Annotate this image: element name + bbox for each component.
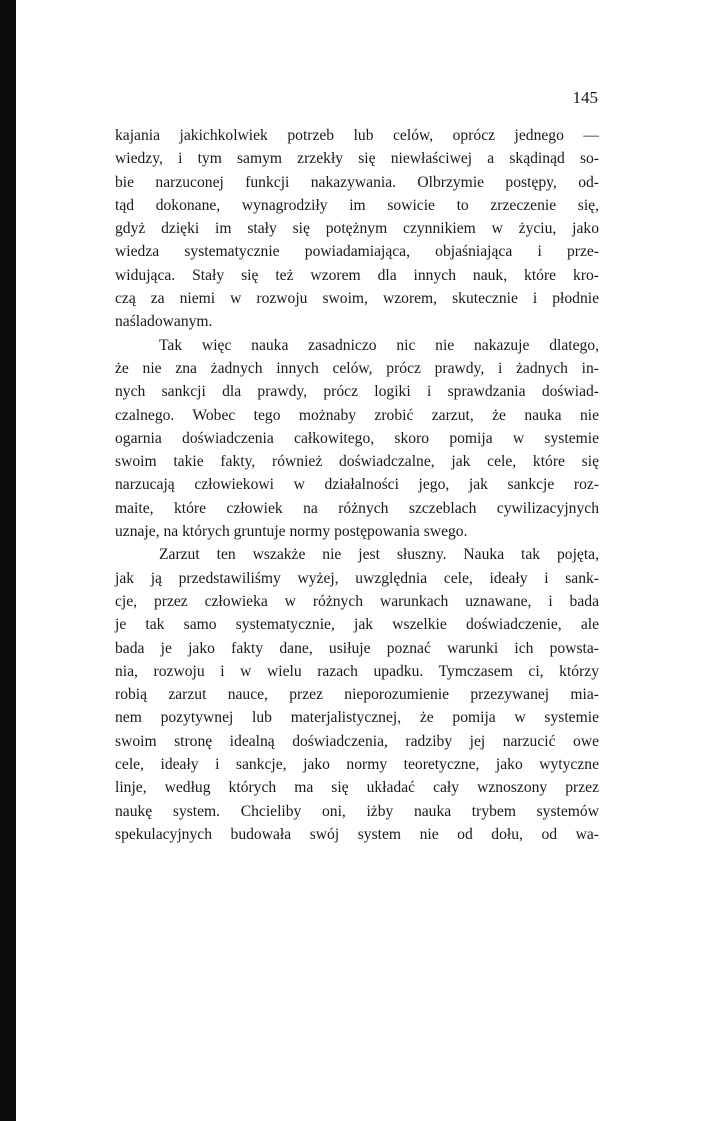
text-line: swoim stronę idealną doświadczenia, radziby jej narzucić owe [115, 732, 599, 750]
text-line: nych sankcji dla prawdy, prócz logiki i sprawdzania doświad- [115, 383, 599, 401]
text-line: nem pozytywnej lub materjalistycznej, że pomija w systemie [115, 709, 599, 727]
text-line: ogarnia doświadczenia całkowitego, skoro pomija w systemie [115, 429, 599, 447]
text-line: tąd dokonane, wynagrodziły im sowicie to zrzeczenie się, [115, 196, 599, 214]
text-line: maite, które człowiek na różnych szczeblach cywilizacyjnych [115, 499, 599, 517]
text-line: kajania jakichkolwiek potrzeb lub celów, oprócz jednego — [115, 127, 599, 144]
paragraph-2 [115, 334, 599, 544]
text-line: widująca. Stały się też wzorem dla innych nauk, które kro- [115, 266, 599, 284]
text-line: linje, według których ma się układać cały wznoszony przez [115, 779, 599, 797]
text-line: wiedzy, i tym samym zrzekły się niewłaściwej a skądinąd so- [115, 150, 599, 168]
body-text [115, 124, 599, 846]
page-number: 145 [572, 88, 598, 107]
paragraph-1 [115, 124, 599, 334]
text-line: spekulacyjnych budowała swój system nie od dołu, od wa- [115, 825, 599, 843]
text-line: gdyż dzięki im stały się potężnym czynnikiem w życiu, jako [115, 220, 599, 238]
text-line: czalnego. Wobec tego możnaby zrobić zarzut, że nauka nie [115, 406, 599, 424]
text-line: bada je jako fakty dane, usiłuje poznać warunki ich powsta- [115, 639, 599, 657]
text-line: naśladowanym. [115, 313, 213, 331]
text-line: Zarzut ten wszakże nie jest słuszny. Nauka tak pojęta, [159, 546, 599, 564]
text-line: cele, ideały i sankcje, jako normy teoretyczne, jako wytyczne [115, 756, 599, 774]
text-line: naukę system. Chcieliby oni, iżby nauka trybem systemów [115, 802, 599, 820]
text-line: nia, rozwoju i w wielu razach upadku. Tymczasem ci, którzy [115, 662, 599, 680]
text-line: jak ją przedstawiliśmy wyżej, uwzględnia cele, ideały i sank- [115, 569, 599, 587]
text-line: cje, przez człowieka w różnych warunkach uznawane, i bada [115, 592, 599, 610]
text-line: bie narzuconej funkcji nakazywania. Olbrzymie postępy, od- [115, 173, 599, 191]
text-line: uznaje, na których gruntuje normy postępowania swego. [115, 523, 468, 541]
text-line: narzucają człowiekowi w działalności jego, jak sankcje roz- [115, 476, 599, 494]
text-line: że nie zna żadnych innych celów, prócz prawdy, i żadnych in- [115, 359, 599, 377]
paragraph-3 [115, 543, 599, 846]
text-line: swoim takie fakty, również doświadczalne, jak cele, które się [115, 453, 599, 471]
text-line: robią zarzut nauce, przez nieporozumienie przezywanej mia- [115, 686, 599, 704]
text-line: wiedza systematycznie powiadamiająca, objaśniająca i prze- [115, 243, 599, 261]
book-spine-edge [0, 0, 16, 1121]
text-line: Tak więc nauka zasadniczo nic nie nakazuje dlatego, [159, 336, 599, 354]
text-line: je tak samo systematycznie, jak wszelkie doświadczenie, ale [115, 616, 599, 634]
text-line: czą za niemi w rozwoju swoim, wzorem, skutecznie i płodnie [115, 290, 599, 308]
